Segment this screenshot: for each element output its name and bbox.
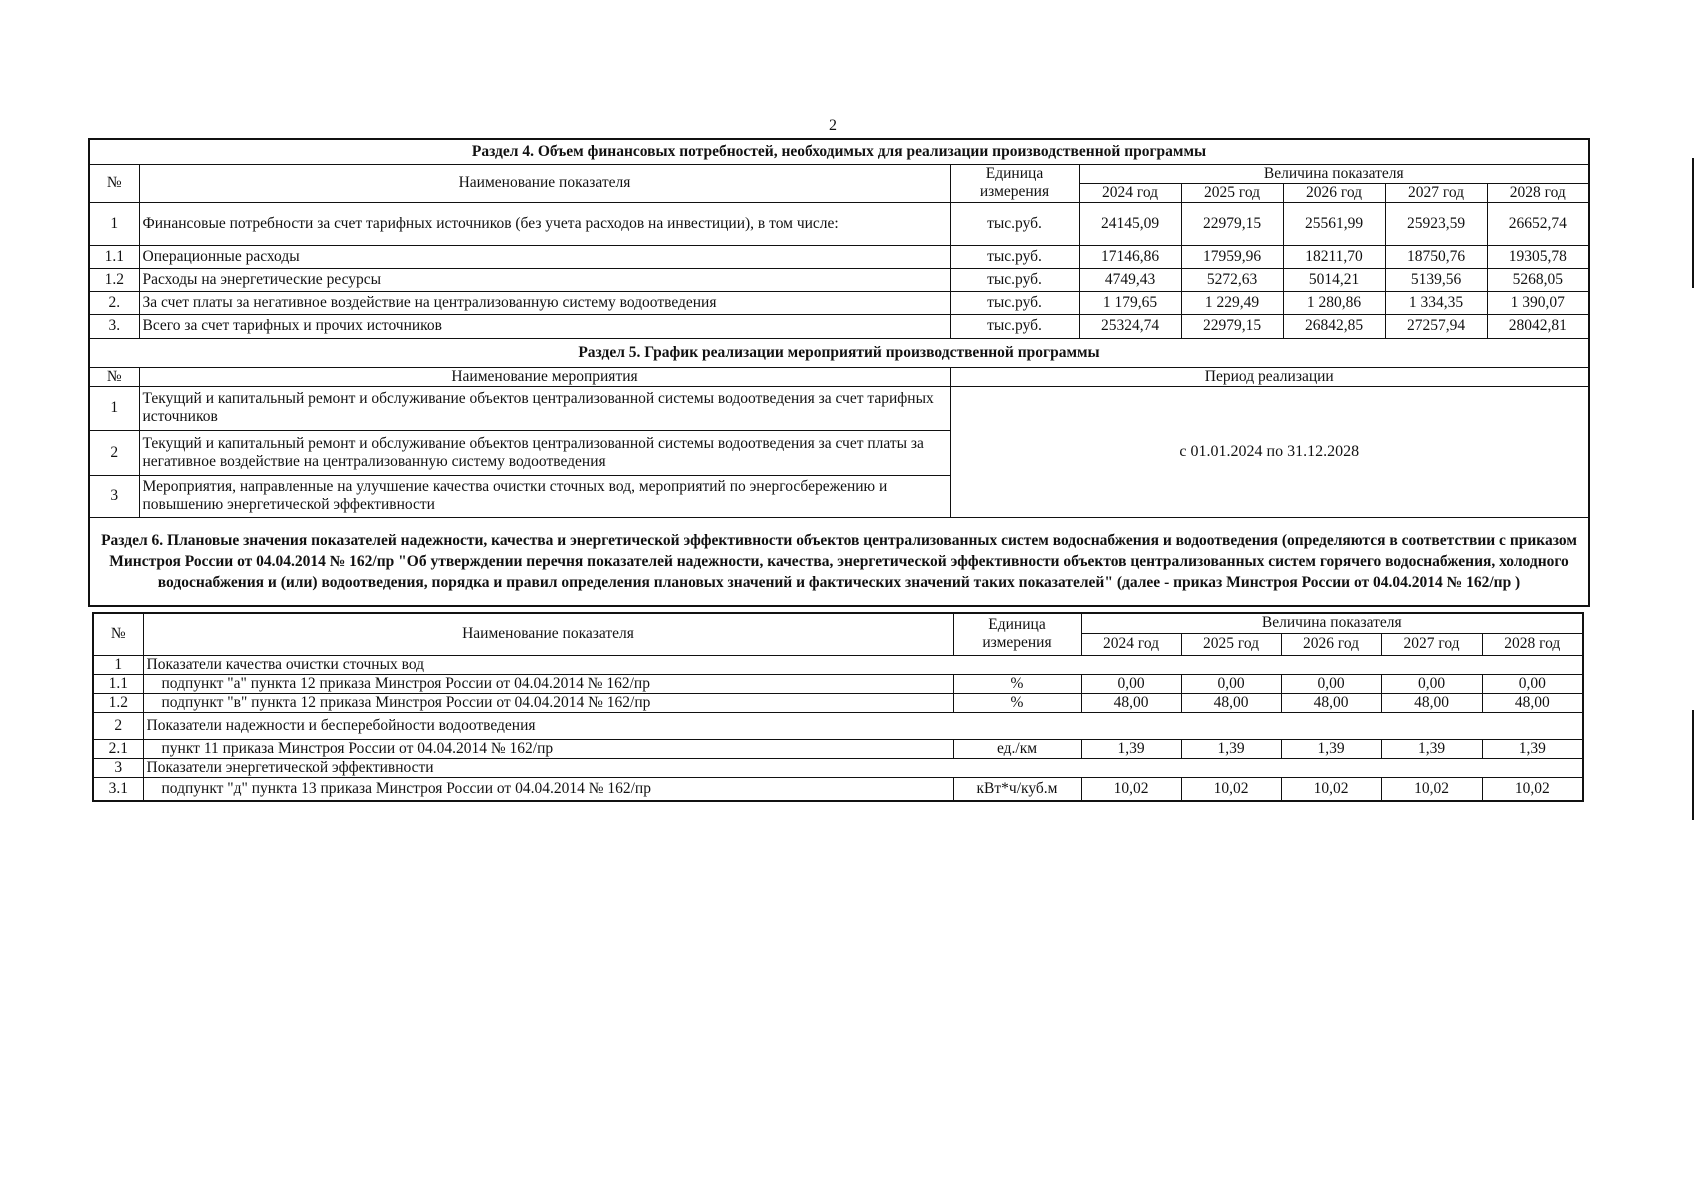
row-name: Расходы на энергетические ресурсы xyxy=(139,268,950,291)
row-value: 5014,21 xyxy=(1283,268,1385,291)
row-value: 24145,09 xyxy=(1079,202,1181,245)
group-name: Показатели качества очистки сточных вод xyxy=(143,655,1583,674)
item-value: 1,39 xyxy=(1281,739,1381,758)
table-row xyxy=(93,693,1583,712)
item-value: 0,00 xyxy=(1381,674,1482,693)
activity-num: 2 xyxy=(89,430,139,475)
section6-title: Раздел 6. Плановые значения показателей надежности, качества и энергетической эффективности объектов централизованных систем водоснабжения и водоотведения (определяются в соответствии с приказом Минстроя России от 04.04.2014 № 162/пр "Об утверждении перечня показателей надежности, качества, энергетической эффективности объектов централизованных систем горячего водоснабжения, холодного водоснабжения и (или) водоотведения, порядка и правил определения плановых значений и фактических значений таких показателей" (далее - приказ Минстроя России от 04.04.2014 № 162/пр ) xyxy=(89,517,1589,606)
item-value: 1,39 xyxy=(1482,739,1583,758)
year-header: 2027 год xyxy=(1381,633,1482,655)
group-row xyxy=(93,758,1583,777)
row-name: Операционные расходы xyxy=(139,245,950,268)
row-value: 17146,86 xyxy=(1079,245,1181,268)
item-value: 10,02 xyxy=(1181,777,1281,801)
section5-title: Раздел 5. График реализации мероприятий производственной программы xyxy=(89,338,1589,367)
section5-header-row xyxy=(89,367,1589,386)
item-value: 0,00 xyxy=(1081,674,1181,693)
group-num: 2 xyxy=(93,712,143,739)
row-name: Всего за счет тарифных и прочих источников xyxy=(139,314,950,338)
value-header: Величина показателя xyxy=(1079,164,1589,183)
num-header: № xyxy=(93,613,143,655)
section4-title: Раздел 4. Объем финансовых потребностей, необходимых для реализации производственной программы xyxy=(89,139,1589,164)
implementation-period: с 01.01.2024 по 31.12.2028 xyxy=(950,386,1589,517)
unit-header-line2: измерения xyxy=(979,183,1050,200)
activity-num: 1 xyxy=(89,386,139,430)
group-num: 3 xyxy=(93,758,143,777)
name-header: Наименование показателя xyxy=(143,613,953,655)
item-value: 48,00 xyxy=(1281,693,1381,712)
item-value: 1,39 xyxy=(1381,739,1482,758)
year-header: 2024 год xyxy=(1079,183,1181,202)
page-number: 2 xyxy=(829,117,837,134)
year-header: 2028 год xyxy=(1487,183,1589,202)
section4-title-row xyxy=(89,139,1589,164)
row-num: 1 xyxy=(89,202,139,245)
year-header: 2025 год xyxy=(1181,633,1281,655)
item-unit: % xyxy=(953,674,1081,693)
row-unit: тыс.руб. xyxy=(950,202,1079,245)
row-value: 19305,78 xyxy=(1487,245,1589,268)
num-header: № xyxy=(89,164,139,202)
group-name: Показатели надежности и бесперебойности водоотведения xyxy=(143,712,1583,739)
section6-header-row xyxy=(93,613,1583,633)
year-header: 2026 год xyxy=(1283,183,1385,202)
unit-header-line1: Единица xyxy=(985,165,1044,182)
item-value: 48,00 xyxy=(1381,693,1482,712)
item-name: пункт 11 приказа Минстроя России от 04.04.2014 № 162/пр xyxy=(143,739,953,758)
item-value: 10,02 xyxy=(1081,777,1181,801)
row-unit: тыс.руб. xyxy=(950,268,1079,291)
activity-row xyxy=(89,386,1589,430)
year-header: 2027 год xyxy=(1385,183,1487,202)
row-value: 1 179,65 xyxy=(1079,291,1181,314)
name-header: Наименование показателя xyxy=(139,164,950,202)
period-header: Период реализации xyxy=(950,367,1589,386)
unit-header-line2: измерения xyxy=(982,634,1052,652)
item-name: подпункт "в" пункта 12 приказа Минстроя России от 04.04.2014 № 162/пр xyxy=(143,693,953,712)
item-value: 10,02 xyxy=(1381,777,1482,801)
row-value: 18211,70 xyxy=(1283,245,1385,268)
item-value: 0,00 xyxy=(1281,674,1381,693)
item-value: 48,00 xyxy=(1081,693,1181,712)
row-name: Финансовые потребности за счет тарифных источников (без учета расходов на инвестиции), в том числе: xyxy=(139,202,950,245)
row-value: 1 229,49 xyxy=(1181,291,1283,314)
item-value: 0,00 xyxy=(1181,674,1281,693)
section5-title-row xyxy=(89,338,1589,367)
row-value: 25561,99 xyxy=(1283,202,1385,245)
item-value: 48,00 xyxy=(1181,693,1281,712)
section4-header-row xyxy=(89,164,1589,183)
num-header: № xyxy=(89,367,139,386)
table-row xyxy=(93,777,1583,801)
unit-header xyxy=(953,613,1081,655)
year-header: 2024 год xyxy=(1081,633,1181,655)
row-unit: тыс.руб. xyxy=(950,291,1079,314)
item-value: 1,39 xyxy=(1081,739,1181,758)
item-value: 1,39 xyxy=(1181,739,1281,758)
row-value: 1 280,86 xyxy=(1283,291,1385,314)
activity-num: 3 xyxy=(89,475,139,517)
item-num: 3.1 xyxy=(93,777,143,801)
row-value: 28042,81 xyxy=(1487,314,1589,338)
table-row xyxy=(89,314,1589,338)
row-value: 5272,63 xyxy=(1181,268,1283,291)
year-header: 2028 год xyxy=(1482,633,1583,655)
group-num: 1 xyxy=(93,655,143,674)
table-row xyxy=(89,245,1589,268)
row-value: 26652,74 xyxy=(1487,202,1589,245)
item-name: подпункт "а" пункта 12 приказа Минстроя России от 04.04.2014 № 162/пр xyxy=(143,674,953,693)
row-name: За счет платы за негативное воздействие на централизованную систему водоотведения xyxy=(139,291,950,314)
row-value: 27257,94 xyxy=(1385,314,1487,338)
activity-name-header: Наименование мероприятия xyxy=(139,367,950,386)
item-value: 48,00 xyxy=(1482,693,1583,712)
row-unit: тыс.руб. xyxy=(950,245,1079,268)
year-header: 2026 год xyxy=(1281,633,1381,655)
row-value: 5268,05 xyxy=(1487,268,1589,291)
unit-header xyxy=(950,164,1079,202)
row-value: 25923,59 xyxy=(1385,202,1487,245)
year-header: 2025 год xyxy=(1181,183,1283,202)
group-row xyxy=(93,655,1583,674)
row-value: 18750,76 xyxy=(1385,245,1487,268)
item-value: 10,02 xyxy=(1482,777,1583,801)
item-value: 10,02 xyxy=(1281,777,1381,801)
reliability-indicators-table xyxy=(92,612,1584,802)
scan-edge-line xyxy=(1692,158,1694,288)
row-num: 3. xyxy=(89,314,139,338)
row-num: 2. xyxy=(89,291,139,314)
row-value: 22979,15 xyxy=(1181,314,1283,338)
row-value: 26842,85 xyxy=(1283,314,1385,338)
row-value: 1 334,35 xyxy=(1385,291,1487,314)
group-row xyxy=(93,712,1583,739)
item-num: 2.1 xyxy=(93,739,143,758)
table-row xyxy=(89,202,1589,245)
section6-title-row xyxy=(89,517,1589,606)
activity-name: Текущий и капитальный ремонт и обслуживание объектов централизованной системы водоотведения за счет платы за негативное воздействие на централизованную систему водоотведения xyxy=(139,430,950,475)
activity-name: Мероприятия, направленные на улучшение качества очистки сточных вод, мероприятий по энергосбережению и повышению энергетической эффективности xyxy=(139,475,950,517)
table-row xyxy=(93,674,1583,693)
row-unit: тыс.руб. xyxy=(950,314,1079,338)
item-unit: кВт*ч/куб.м xyxy=(953,777,1081,801)
unit-header-line1: Единица xyxy=(988,616,1046,634)
item-num: 1.2 xyxy=(93,693,143,712)
row-value: 5139,56 xyxy=(1385,268,1487,291)
row-value: 22979,15 xyxy=(1181,202,1283,245)
item-num: 1.1 xyxy=(93,674,143,693)
row-value: 17959,96 xyxy=(1181,245,1283,268)
row-value: 1 390,07 xyxy=(1487,291,1589,314)
scan-edge-line xyxy=(1692,710,1694,820)
table-row xyxy=(89,291,1589,314)
item-value: 0,00 xyxy=(1482,674,1583,693)
row-value: 4749,43 xyxy=(1079,268,1181,291)
item-unit: ед./км xyxy=(953,739,1081,758)
group-name: Показатели энергетической эффективности xyxy=(143,758,1583,777)
row-num: 1.1 xyxy=(89,245,139,268)
value-header: Величина показателя xyxy=(1081,613,1583,633)
activity-name: Текущий и капитальный ремонт и обслуживание объектов централизованной системы водоотведения за счет тарифных источников xyxy=(139,386,950,430)
financial-needs-and-schedule-table xyxy=(88,138,1590,607)
item-name: подпункт "д" пункта 13 приказа Минстроя России от 04.04.2014 № 162/пр xyxy=(143,777,953,801)
row-num: 1.2 xyxy=(89,268,139,291)
table-row xyxy=(89,268,1589,291)
item-unit: % xyxy=(953,693,1081,712)
table-row xyxy=(93,739,1583,758)
row-value: 25324,74 xyxy=(1079,314,1181,338)
